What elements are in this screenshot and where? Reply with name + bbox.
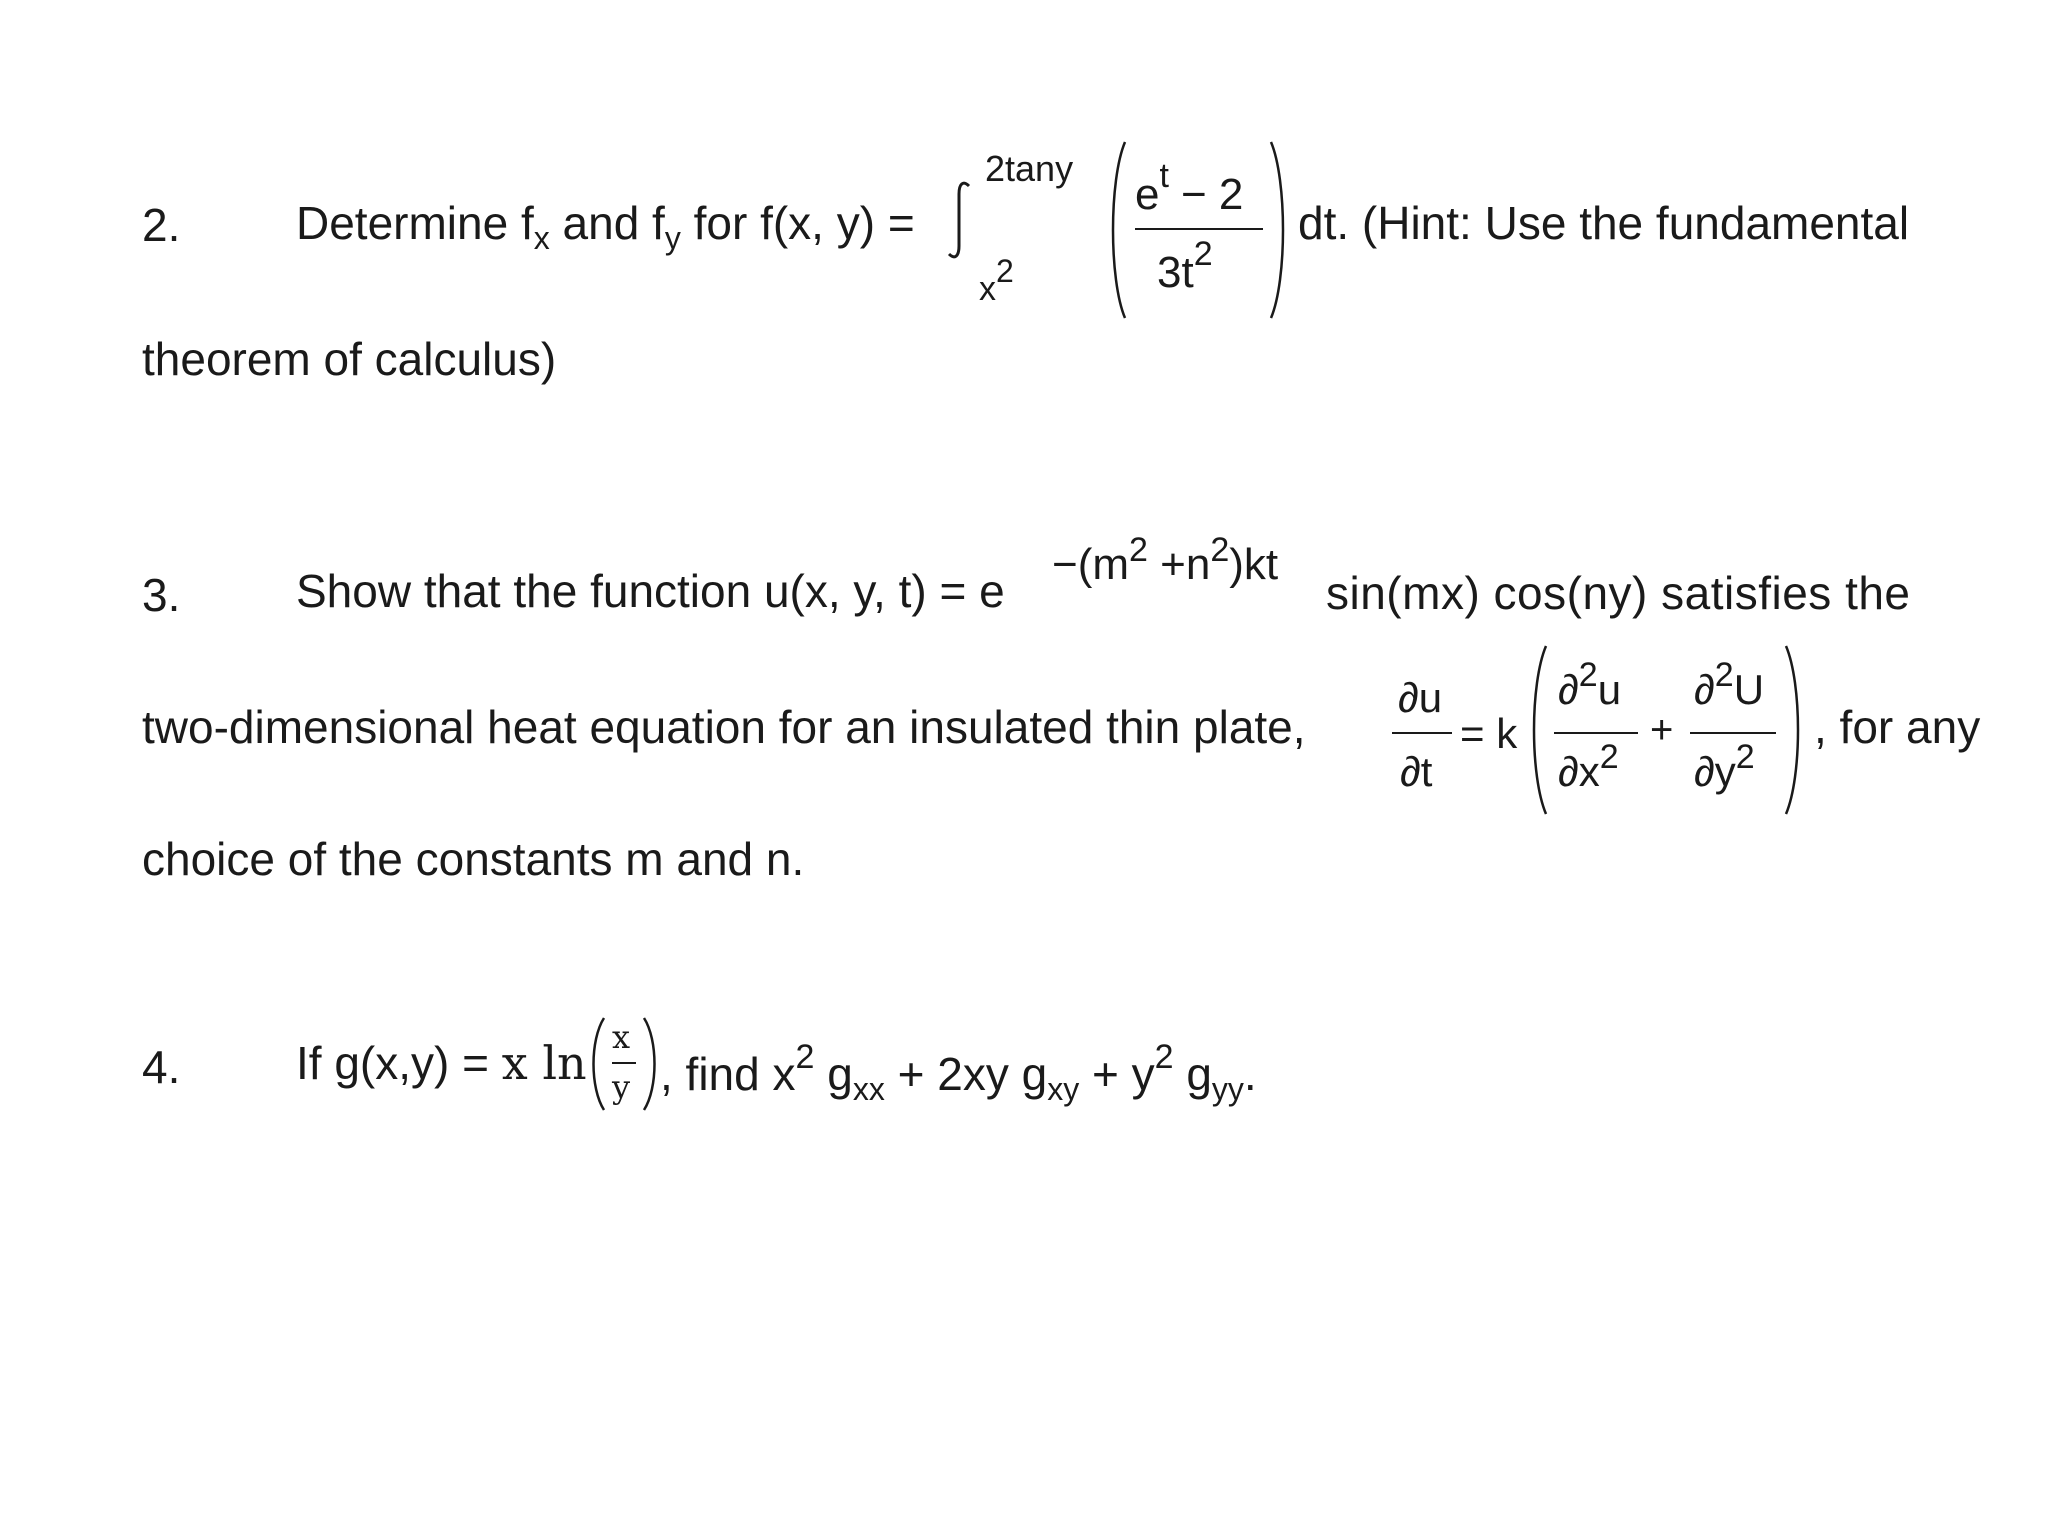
q3-text-show: Show that the function u(x, y, t) = e — [296, 565, 1005, 617]
q2-lower-base: x — [979, 270, 996, 308]
q3-lhs-numerator: ∂u — [1398, 674, 1443, 721]
q2-text-determine: Determine f — [296, 197, 534, 249]
q3-satisfies: satisfies the — [1647, 567, 1911, 619]
q3-lhs-denominator: ∂t — [1400, 748, 1433, 795]
q3-exp-sq2: 2 — [1210, 531, 1230, 569]
q4-g1-sub: xx — [852, 1071, 885, 1107]
q2-sub-x: x — [533, 220, 550, 256]
q2-text-and: and f — [549, 197, 665, 249]
q4-g3: g — [1173, 1048, 1212, 1100]
q4-plus2: + y — [1079, 1048, 1155, 1100]
integral-sign-icon — [945, 180, 975, 260]
q3-t1-den: ∂x — [1558, 748, 1600, 795]
q2-integral-lower — [979, 253, 1014, 309]
q3-t1-partial: ∂ — [1558, 666, 1579, 713]
question-2-line-2: theorem of calculus) — [142, 333, 557, 385]
q2-lower-exp: 2 — [996, 253, 1014, 289]
q3-term1-bar — [1554, 732, 1638, 734]
q3-heat-equation-formula — [1388, 640, 1818, 820]
q3-exp-open: −(m — [1052, 540, 1129, 589]
q3-t2-den: ∂y — [1694, 748, 1736, 795]
q4-g1: g — [814, 1048, 853, 1100]
q2-text-after: dt. (Hint: Use the fundamental — [1298, 197, 1910, 249]
q4-line-after — [660, 1040, 1257, 1105]
q2-num-exp: t — [1159, 157, 1169, 195]
q2-fraction-bar — [1135, 228, 1263, 230]
q4-frac-num: x — [612, 1018, 631, 1056]
q4-x-ln: x ln — [501, 1036, 587, 1090]
question-3-line-1 — [296, 565, 1005, 617]
q4-g2-sub: xy — [1047, 1071, 1080, 1107]
question-2-number: 2. — [142, 199, 181, 251]
q2-sub-y: y — [664, 220, 681, 256]
q2-den-base: 3t — [1157, 248, 1194, 297]
question-3-line-2-text: two-dimensional heat equation for an insulated thin plate, — [142, 701, 1306, 753]
q3-t1-exp: 2 — [1578, 656, 1598, 694]
q3-t1-den-exp: 2 — [1599, 738, 1619, 776]
q3-lhs-bar — [1392, 732, 1452, 734]
q2-integral-upper: 2tany — [985, 148, 1074, 189]
q2-den-exp: 2 — [1193, 235, 1213, 273]
q3-equals-k: = k — [1460, 710, 1518, 757]
q3-t2-exp: 2 — [1714, 656, 1734, 694]
q3-trig: sin(mx) cos(ny) — [1326, 567, 1648, 619]
q3-exp-plus: +n — [1147, 540, 1211, 589]
q4-exp1: 2 — [795, 1038, 815, 1076]
question-4-line — [296, 1036, 587, 1090]
q2-right-paren-icon — [1267, 140, 1291, 320]
q2-integral-formula — [945, 140, 1295, 320]
q3-t2-den-exp: 2 — [1735, 738, 1755, 776]
q4-text-if: If g(x,y) = — [296, 1037, 502, 1089]
q3-term1-denominator — [1558, 738, 1619, 796]
q4-left-paren-icon — [588, 1016, 608, 1112]
q2-fraction-numerator — [1135, 157, 1244, 220]
q3-right-paren-icon — [1782, 644, 1806, 816]
q4-end: . — [1243, 1048, 1257, 1100]
q3-exp-sq1: 2 — [1129, 531, 1148, 569]
q3-plus: + — [1650, 708, 1674, 752]
q3-exponent — [1052, 531, 1279, 590]
q2-text-for: for f(x, y) = — [680, 197, 915, 249]
q3-t2-var: U — [1733, 666, 1765, 713]
q3-line-2-after: , for any — [1814, 701, 1981, 753]
q3-term2-bar — [1690, 732, 1776, 734]
q4-frac-bar — [612, 1062, 636, 1064]
q3-t2-partial: ∂ — [1694, 666, 1715, 713]
q3-trig-and-after — [1326, 567, 1911, 619]
q3-t1-var: u — [1597, 666, 1622, 713]
q3-term2-denominator — [1694, 738, 1755, 796]
q3-left-paren-icon — [1526, 644, 1550, 816]
q4-exp2: 2 — [1154, 1038, 1174, 1076]
q3-term2-numerator — [1694, 656, 1765, 714]
q2-num-minus: − 2 — [1180, 170, 1244, 219]
q2-left-paren-icon — [1105, 140, 1129, 320]
q3-term1-numerator — [1558, 656, 1622, 714]
question-2-line-1 — [296, 197, 915, 256]
q4-right-paren-icon — [640, 1016, 660, 1112]
q3-exp-end: )kt — [1229, 540, 1279, 589]
q4-plus1: + 2xy g — [884, 1048, 1048, 1100]
q4-frac-den: y — [612, 1068, 631, 1106]
question-3-line-3: choice of the constants m and n. — [142, 833, 805, 885]
q4-g3-sub: yy — [1211, 1071, 1244, 1107]
question-3-number: 3. — [142, 569, 181, 621]
q2-fraction-denominator — [1157, 235, 1213, 298]
q4-find: , find x — [660, 1048, 796, 1100]
question-4-number: 4. — [142, 1041, 181, 1093]
q2-num-e: e — [1135, 170, 1160, 219]
